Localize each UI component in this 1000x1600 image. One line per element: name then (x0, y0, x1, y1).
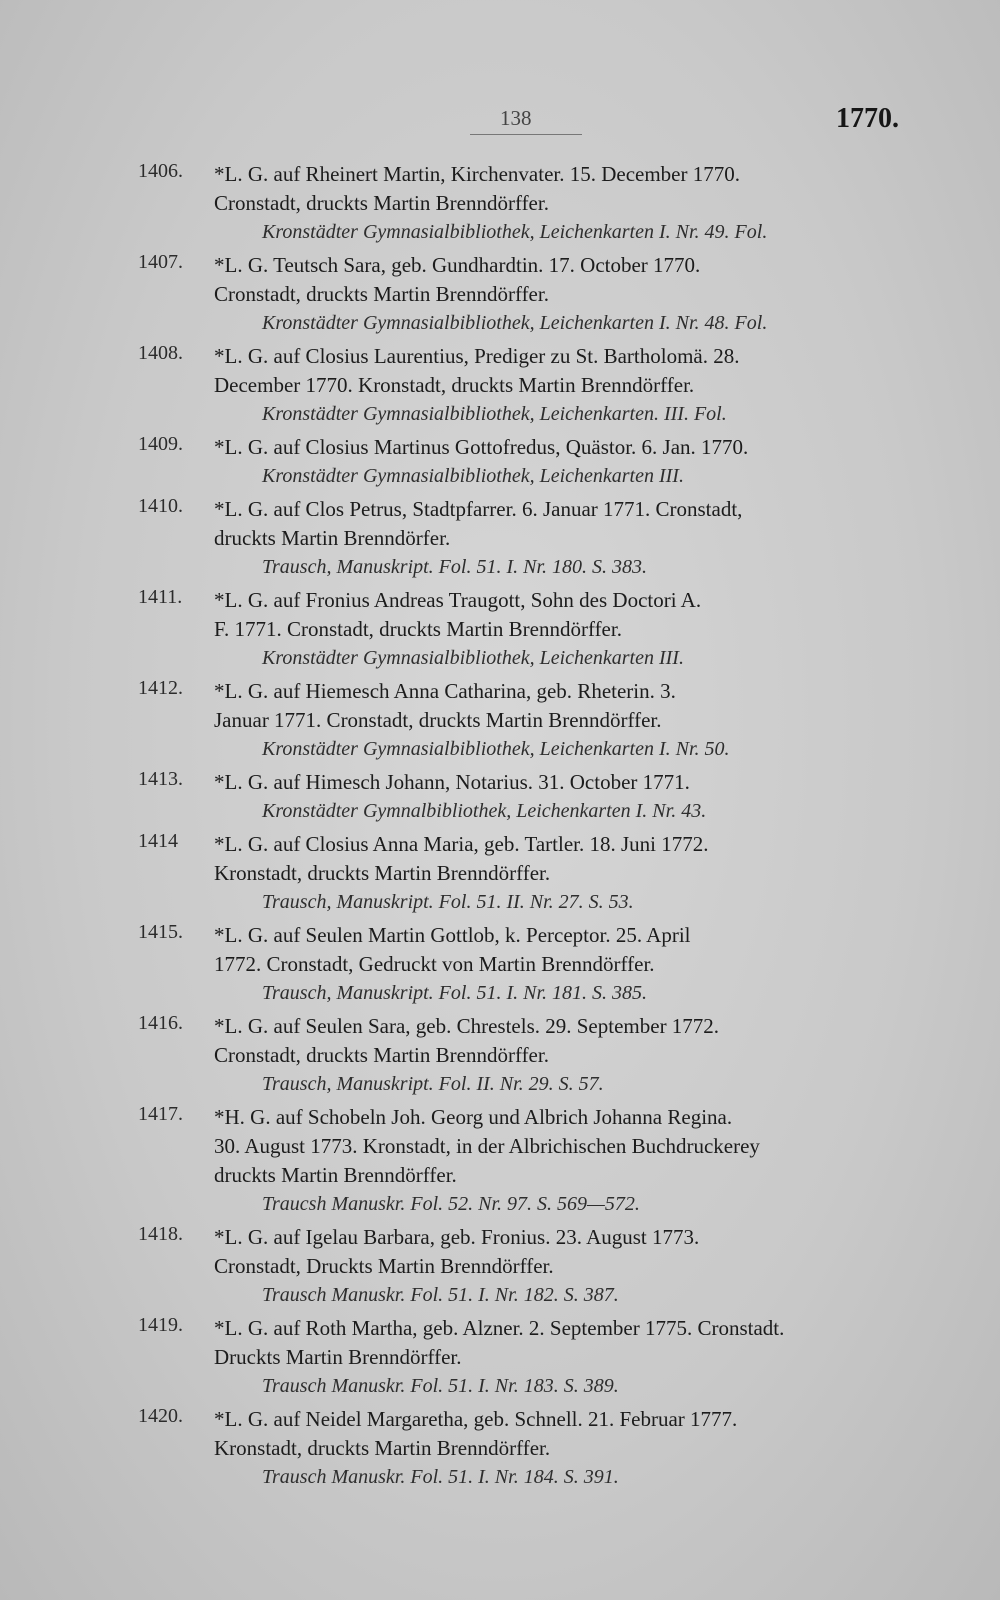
entry-continuation: Druckts Martin Brenndörffer. (214, 1345, 462, 1369)
list-item (0, 433, 1000, 491)
list-item (0, 677, 1000, 764)
entry-number: 1416. (138, 1012, 183, 1034)
entry-text: *L. G. auf Himesch Johann, Notarius. 31. October 1771. (214, 770, 690, 794)
entry-text: *L. G. Teutsch Sara, geb. Gundhardtin. 17. October 1770. (214, 253, 701, 277)
entry-text: *H. G. auf Schobeln Joh. Georg und Albrich Johanna Regina. (214, 1105, 733, 1129)
entry-text: *L. G. auf Neidel Margaretha, geb. Schnell. 21. Februar 1777. (214, 1407, 738, 1431)
entry-source: Trausch, Manuskript. Fol. 51. I. Nr. 181. S. 385. (262, 982, 648, 1004)
entry-number: 1408. (138, 342, 183, 364)
list-item (0, 342, 1000, 429)
entry-source: Kronstädter Gymnasialbibliothek, Leichenkarten I. Nr. 48. Fol. (262, 312, 768, 334)
entry-text: *L. G. auf Closius Anna Maria, geb. Tartler. 18. Juni 1772. (214, 832, 709, 856)
entry-source: Trausch, Manuskript. Fol. 51. II. Nr. 27. S. 53. (262, 891, 634, 913)
entry-text: *L. G. auf Closius Laurentius, Prediger zu St. Bartholomä. 28. (214, 344, 740, 368)
entry-source: Kronstädter Gymnasialbibliothek, Leichenkarten I. Nr. 49. Fol. (262, 221, 768, 243)
list-item (0, 586, 1000, 673)
entry-text: *L. G. auf Closius Martinus Gottofredus, Quästor. 6. Jan. 1770. (214, 435, 749, 459)
entry-continuation: Kronstadt, druckts Martin Brenndörffer. (214, 861, 551, 885)
entry-source: Kronstädter Gymnasialbibliothek, Leichenkarten I. Nr. 50. (262, 738, 730, 760)
entry-text: *L. G. auf Igelau Barbara, geb. Fronius. 23. August 1773. (214, 1225, 700, 1249)
entry-text: *L. G. auf Hiemesch Anna Catharina, geb. Rheterin. 3. (214, 679, 676, 703)
list-item (0, 830, 1000, 917)
entry-number: 1413. (138, 768, 183, 790)
running-head-year: 1770. (836, 103, 899, 134)
entry-continuation: Januar 1771. Cronstadt, druckts Martin Brenndörffer. (214, 708, 662, 732)
entry-source: Kronstädter Gymnasialbibliothek, Leichenkarten III. (262, 647, 684, 669)
entry-text: *L. G. auf Rheinert Martin, Kirchenvater. 15. December 1770. (214, 162, 740, 186)
page-number: 138 (500, 106, 532, 130)
entry-number: 1419. (138, 1314, 183, 1336)
entry-number: 1418. (138, 1223, 183, 1245)
entry-list (0, 160, 1000, 1496)
entry-number: 1411. (138, 586, 183, 608)
entry-text: *L. G. auf Seulen Martin Gottlob, k. Perceptor. 25. April (214, 923, 691, 947)
entry-source: Trausch, Manuskript. Fol. 51. I. Nr. 180. S. 383. (262, 556, 648, 578)
list-item (0, 1103, 1000, 1219)
entry-number: 1406. (138, 160, 183, 182)
entry-number: 1412. (138, 677, 183, 699)
entry-continuation-2: druckts Martin Brenndörffer. (214, 1163, 457, 1187)
list-item (0, 1405, 1000, 1492)
entry-number: 1417. (138, 1103, 183, 1125)
entry-source: Trausch Manuskr. Fol. 51. I. Nr. 182. S. 387. (262, 1284, 619, 1306)
list-item (0, 495, 1000, 582)
entry-text: *L. G. auf Clos Petrus, Stadtpfarrer. 6. Januar 1771. Cronstadt, (214, 497, 743, 521)
entry-continuation: F. 1771. Cronstadt, druckts Martin Brenndörffer. (214, 617, 622, 641)
entry-number: 1410. (138, 495, 183, 517)
entry-number: 1414 (138, 830, 178, 852)
entry-continuation: Cronstadt, Druckts Martin Brenndörffer. (214, 1254, 554, 1278)
entry-text: *L. G. auf Roth Martha, geb. Alzner. 2. September 1775. Cronstadt. (214, 1316, 785, 1340)
list-item (0, 1223, 1000, 1310)
entry-source: Trausch Manuskr. Fol. 51. I. Nr. 183. S. 389. (262, 1375, 619, 1397)
list-item (0, 1314, 1000, 1401)
entry-source: Trausch Manuskr. Fol. 51. I. Nr. 184. S. 391. (262, 1466, 619, 1488)
list-item (0, 1012, 1000, 1099)
entry-continuation: Cronstadt, druckts Martin Brenndörffer. (214, 191, 549, 215)
entry-source: Kronstädter Gymnasialbibliothek, Leichenkarten. III. Fol. (262, 403, 727, 425)
header-rule (470, 134, 582, 135)
list-item (0, 251, 1000, 338)
entry-text: *L. G. auf Seulen Sara, geb. Chrestels. 29. September 1772. (214, 1014, 720, 1038)
entry-continuation: Cronstadt, druckts Martin Brenndörffer. (214, 282, 549, 306)
entry-continuation: Cronstadt, druckts Martin Brenndörffer. (214, 1043, 549, 1067)
entry-number: 1409. (138, 433, 183, 455)
entry-continuation: 30. August 1773. Kronstadt, in der Albrichischen Buchdruckerey (214, 1134, 760, 1158)
entry-source: Trausch, Manuskript. Fol. II. Nr. 29. S. 57. (262, 1073, 604, 1095)
entry-source: Kronstädter Gymnasialbibliothek, Leichenkarten III. (262, 465, 684, 487)
list-item (0, 160, 1000, 247)
entry-continuation: December 1770. Kronstadt, druckts Martin Brenndörffer. (214, 373, 695, 397)
list-item (0, 921, 1000, 1008)
entry-text: *L. G. auf Fronius Andreas Traugott, Sohn des Doctori A. (214, 588, 702, 612)
entry-number: 1407. (138, 251, 183, 273)
entry-continuation: druckts Martin Brenndörfer. (214, 526, 451, 550)
entry-continuation: 1772. Cronstadt, Gedruckt von Martin Brenndörffer. (214, 952, 655, 976)
list-item (0, 768, 1000, 826)
entry-number: 1420. (138, 1405, 183, 1427)
entry-source: Kronstädter Gymnalbibliothek, Leichenkarten I. Nr. 43. (262, 800, 707, 822)
entry-source: Traucsh Manuskr. Fol. 52. Nr. 97. S. 569—572. (262, 1193, 640, 1215)
entry-continuation: Kronstadt, druckts Martin Brenndörffer. (214, 1436, 551, 1460)
entry-number: 1415. (138, 921, 183, 943)
